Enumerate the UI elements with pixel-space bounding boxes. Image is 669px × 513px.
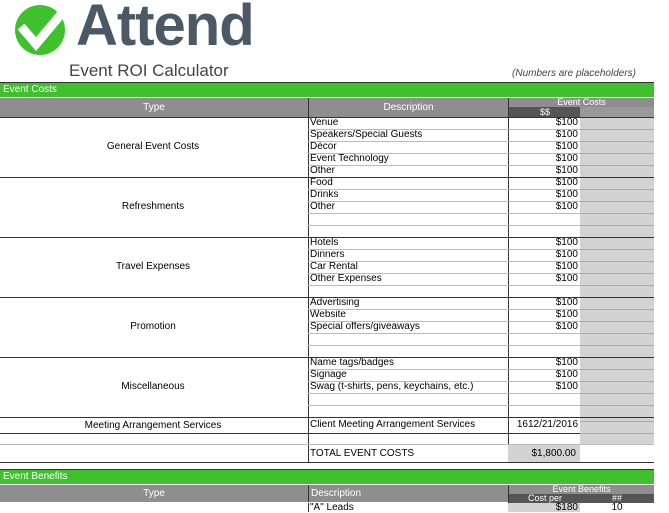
column-header-type: Type [0, 98, 308, 117]
benefit-item-description: "A" Leads [310, 502, 354, 513]
input-cell[interactable] [580, 405, 654, 417]
cost-item-amount[interactable]: $100 [555, 297, 578, 308]
brand-name: Attend [76, 0, 254, 58]
cost-type-promotion: Promotion [130, 321, 176, 332]
cost-item-description: Dinners [310, 249, 345, 260]
input-cell[interactable] [580, 309, 654, 321]
row-gridline [308, 321, 580, 322]
cost-item-description: Event Technology [310, 153, 389, 164]
row-gridline [308, 249, 580, 250]
group-divider [0, 357, 654, 358]
column-header-currency: $$ [508, 107, 581, 117]
cost-item-description: Venue [310, 117, 339, 128]
column-header-cost-per: Cost per [508, 494, 581, 503]
column-header-count: ## [580, 494, 654, 503]
column-header-event-benefits: Event Benefits [508, 485, 654, 494]
row-gridline [308, 285, 580, 286]
cost-type-meeting: Meeting Arrangement Services [84, 420, 222, 431]
cost-item-description: Client Meeting Arrangement Services [310, 419, 476, 430]
cost-item-amount[interactable]: $100 [555, 189, 578, 200]
input-cell[interactable] [580, 345, 654, 357]
cost-item-description: Signage [310, 369, 347, 380]
row-gridline [308, 225, 580, 226]
row-gridline [308, 141, 580, 142]
benefit-item-cost[interactable]: $180 [555, 502, 578, 513]
input-cell[interactable] [580, 237, 654, 249]
input-cell[interactable] [580, 249, 654, 261]
group-divider [0, 177, 654, 178]
input-cell[interactable] [580, 165, 654, 177]
group-divider [0, 462, 654, 463]
row-gridline [308, 261, 580, 262]
cost-item-amount[interactable]: $100 [555, 249, 578, 260]
column-header-blank [580, 107, 654, 117]
cost-item-amount[interactable]: $100 [555, 237, 578, 248]
input-cell[interactable] [580, 153, 654, 165]
input-cell[interactable] [580, 369, 654, 381]
cost-item-amount[interactable]: $100 [555, 141, 578, 152]
page-title: Event ROI Calculator [69, 61, 229, 80]
cost-item-amount[interactable]: $100 [555, 201, 578, 212]
input-cell[interactable] [580, 225, 654, 237]
cost-item-description: Swag (t-shirts, pens, keychains, etc.) [310, 381, 474, 392]
cost-item-amount[interactable]: $100 [555, 369, 578, 380]
cost-item-description: Other [310, 165, 336, 176]
row-gridline [308, 189, 580, 190]
cost-item-amount[interactable]: $100 [555, 129, 578, 140]
cost-item-amount[interactable]: $100 [555, 309, 578, 320]
group-divider [0, 433, 654, 434]
input-cell[interactable] [580, 117, 654, 129]
group-divider [0, 237, 654, 238]
group-divider [0, 417, 654, 418]
cost-type-refreshments: Refreshments [121, 201, 185, 212]
cost-item-description: Special offers/giveaways [310, 321, 420, 332]
input-cell[interactable] [580, 177, 654, 189]
input-cell[interactable] [580, 189, 654, 201]
input-cell[interactable] [580, 273, 654, 285]
row-gridline [308, 273, 580, 274]
row-gridline [308, 201, 580, 202]
cost-item-amount[interactable]: $100 [555, 177, 578, 188]
row-gridline [308, 165, 580, 166]
row-gridline [0, 444, 654, 445]
cost-item-description: Hotels [310, 237, 339, 248]
input-cell[interactable] [580, 393, 654, 405]
cost-type-miscellaneous: Miscellaneous [121, 381, 185, 392]
cost-item-amount[interactable]: $100 [555, 273, 578, 284]
cost-item-description: Name tags/badges [310, 357, 394, 368]
checkmark-circle-icon [12, 2, 72, 56]
cost-item-description: Other Expenses [310, 273, 382, 284]
input-cell[interactable] [580, 381, 654, 393]
total-value: $1,800.00 [531, 448, 576, 459]
row-gridline [308, 381, 580, 382]
cost-item-description: Food [310, 177, 333, 188]
input-cell[interactable] [580, 201, 654, 213]
row-gridline [308, 309, 580, 310]
benefit-item-count[interactable]: 10 [611, 502, 623, 513]
cost-item-description: Other [310, 201, 336, 212]
input-cell[interactable] [580, 261, 654, 273]
column-header-type: Type [0, 485, 308, 502]
column-header-description: Description [308, 98, 508, 117]
total-label: TOTAL EVENT COSTS [310, 448, 415, 459]
column-header-description: Description [308, 485, 508, 502]
cost-item-description: Décor [310, 141, 337, 152]
row-gridline [308, 345, 580, 346]
placeholder-note: (Numbers are placeholders) [512, 68, 636, 79]
input-cell[interactable] [580, 297, 654, 309]
cost-type-travel: Travel Expenses [115, 261, 191, 272]
cost-item-amount[interactable]: $100 [555, 153, 578, 164]
cost-item-amount[interactable]: $100 [555, 381, 578, 392]
input-cell[interactable] [580, 321, 654, 333]
cost-item-amount[interactable]: $100 [555, 357, 578, 368]
row-gridline [308, 213, 580, 214]
group-divider [0, 297, 654, 298]
cost-item-description: Website [310, 309, 346, 320]
cost-item-description: Car Rental [310, 261, 358, 272]
cost-item-description: Speakers/Special Guests [310, 129, 423, 140]
cost-item-amount[interactable]: 1612/21/2016 [516, 419, 578, 430]
cost-item-amount[interactable]: $100 [555, 261, 578, 272]
input-cell[interactable] [580, 285, 654, 297]
cost-item-amount[interactable]: $100 [555, 165, 578, 176]
input-cell[interactable] [580, 357, 654, 369]
row-gridline [308, 153, 580, 154]
section-header-event-costs: Event Costs [0, 82, 654, 97]
row-gridline [308, 129, 580, 130]
column-header-event-costs: Event Costs [508, 98, 654, 107]
group-divider [0, 117, 654, 118]
input-cell[interactable] [580, 141, 654, 153]
cost-item-description: Advertising [310, 297, 360, 308]
cost-item-description: Drinks [310, 189, 339, 200]
input-cell[interactable] [580, 129, 654, 141]
row-gridline [308, 369, 580, 370]
section-header-event-benefits: Event Benefits [0, 469, 654, 484]
input-cell[interactable] [580, 213, 654, 225]
cost-item-amount[interactable]: $100 [555, 321, 578, 332]
row-gridline [308, 405, 580, 406]
column-divider [308, 118, 309, 463]
row-gridline [308, 393, 580, 394]
cost-type-general: General Event Costs [106, 141, 200, 152]
input-cell[interactable] [580, 333, 654, 345]
cost-item-amount[interactable]: $100 [555, 117, 578, 128]
row-gridline [308, 333, 580, 334]
